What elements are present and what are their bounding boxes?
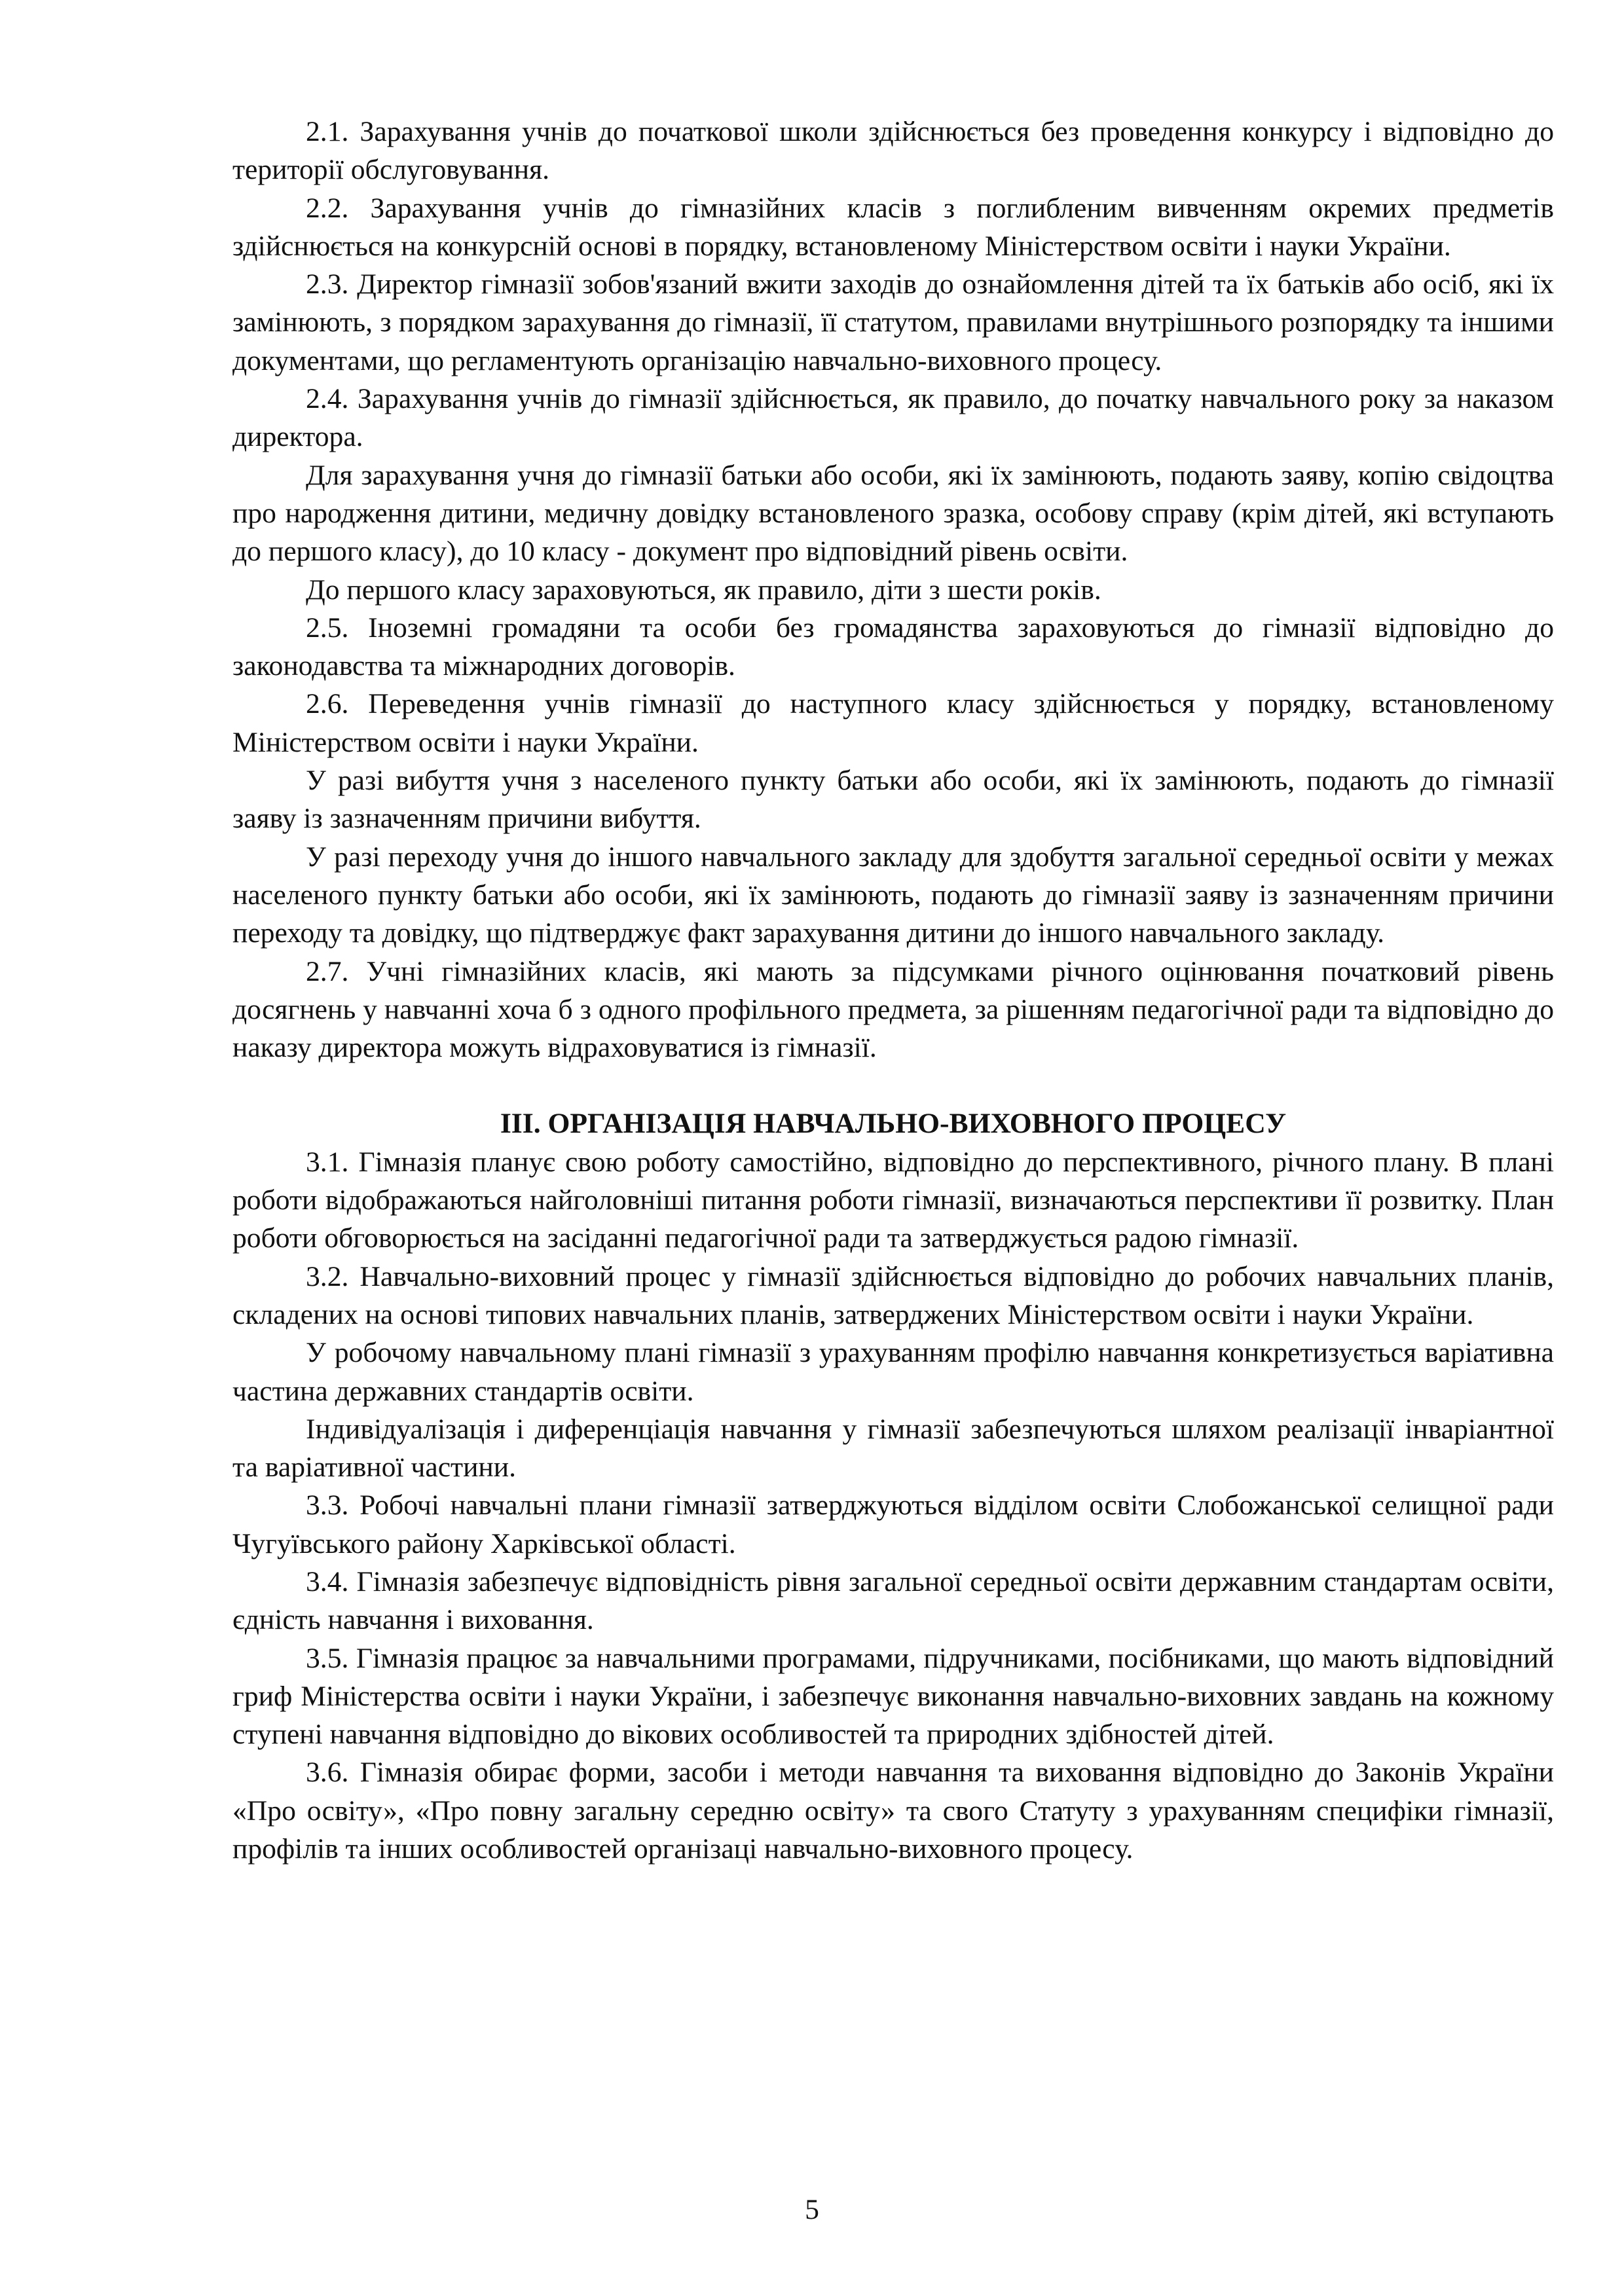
paragraph-2-5: 2.5. Іноземні громадяни та особи без громадянства зараховуються до гімназії відповідно до законодавства та міжнародних договорів. [232,611,1554,682]
paragraph-2-2: 2.2. Зарахування учнів до гімназійних класів з поглибленим вивченням окремих предметів здійснюється на конкурсній основі в порядку, встановленому Міністерством освіти і науки України. [232,192,1554,262]
paragraph-transfer: У разі переходу учня до іншого навчального закладу для здобуття загальної середньої освіти у межах населеного пункту батьки або особи, які їх замінюють, подають до гімназії заяву із зазначенням причини переходу та довідку, що підтверджує факт зарахування дитини до іншого навчального закладу. [232,841,1554,949]
section-3-body [232,1143,1554,1868]
page-number: 5 [805,2194,819,2225]
paragraph-2-7: 2.7. Учні гімназійних класів, які мають за підсумками річного оцінювання початковий рівень досягнень у навчанні хоча б з одного профільного предмета, за рішенням педагогічної ради та відповідно до наказу директора можуть відраховуватися із гімназії. [232,955,1554,1064]
paragraph-working-plan: У робочому навчальному плані гімназії з урахуванням профілю навчання конкретизується варіативна частина державних стандартів освіти. [232,1337,1554,1407]
paragraph-3-2: 3.2. Навчально-виховний процес у гімназії здійснюється відповідно до робочих навчальних планів, складених на основі типових навчальних планів, затверджених Міністерством освіти і науки України. [232,1260,1554,1330]
paragraph-2-6: 2.6. Переведення учнів гімназії до наступного класу здійснюється у порядку, встановленому Міністерством освіти і науки України. [232,688,1554,758]
paragraph-individualization: Індивідуалізація і диференціація навчання у гімназії забезпечуються шляхом реалізації інваріантної та варіативної частини. [232,1413,1554,1484]
paragraph-3-3: 3.3. Робочі навчальні плани гімназії затверджуються відділом освіти Слобожанської селищної ради Чугуївського району Харківської області. [232,1489,1554,1559]
paragraph-3-6: 3.6. Гімназія обирає форми, засоби і методи навчання та виховання відповідно до Законів України «Про освіту», «Про повну загальну середню освіту» та свого Статуту з урахуванням специфіки гімназії, профілів та інших особливостей організаці навчально-виховного процесу. [232,1757,1554,1865]
paragraph-3-5: 3.5. Гімназія працює за навчальними програмами, підручниками, посібниками, що мають відповідний гриф Міністерства освіти і науки України, і забезпечує виконання навчально-виховних завдань на кожному ступені навчання відповідно до вікових особливостей та природних здібностей дітей. [232,1642,1554,1751]
paragraph-3-1: 3.1. Гімназія планує свою роботу самостійно, відповідно до перспективного, річного плану. В плані роботи відображаються найголовніші питання роботи гімназії, визначаються перспективи її розвитку. План роботи обговорюється на засіданні педагогічної ради та затверджується радою гімназії. [232,1146,1554,1254]
paragraph-3-4: 3.4. Гімназія забезпечує відповідність рівня загальної середньої освіти державним стандартам освіти, єдність навчання і виховання. [232,1565,1554,1636]
paragraph-2-4: 2.4. Зарахування учнів до гімназії здійснюється, як правило, до початку навчального року за наказом директора. [232,383,1554,453]
paragraph-departure: У разі вибуття учня з населеного пункту батьки або особи, які їх замінюють, подають до гімназії заяву із зазначенням причини вибуття. [232,765,1554,835]
document-page [232,113,1554,1868]
section-2-body [232,113,1554,1066]
paragraph-first-grade-age: До першого класу зараховуються, як правило, діти з шести років. [306,574,1101,606]
paragraph-2-3: 2.3. Директор гімназії зобов'язаний вжити заходів до ознайомлення дітей та їх батьків або осіб, які їх замінюють, з порядком зарахування до гімназії, її статутом, правилами внутрішнього розпорядку та іншими документами, що регламентують організацію навчально-виховного процесу. [232,268,1554,376]
section-3-heading: ІІІ. ОРГАНІЗАЦІЯ НАВЧАЛЬНО-ВИХОВНОГО ПРОЦЕСУ [500,1108,1287,1140]
paragraph-2-1: 2.1. Зарахування учнів до початкової школи здійснюється без проведення конкурсу і відповідно до території обслуговування. [232,116,1554,186]
paragraph-enrollment-documents: Для зарахування учня до гімназії батьки або особи, які їх замінюють, подають заяву, копію свідоцтва про народження дитини, медичну довідку встановленого зразка, особову справу (крім дітей, які вступають до першого класу), до 10 класу - документ про відповідний рівень освіти. [232,459,1554,568]
